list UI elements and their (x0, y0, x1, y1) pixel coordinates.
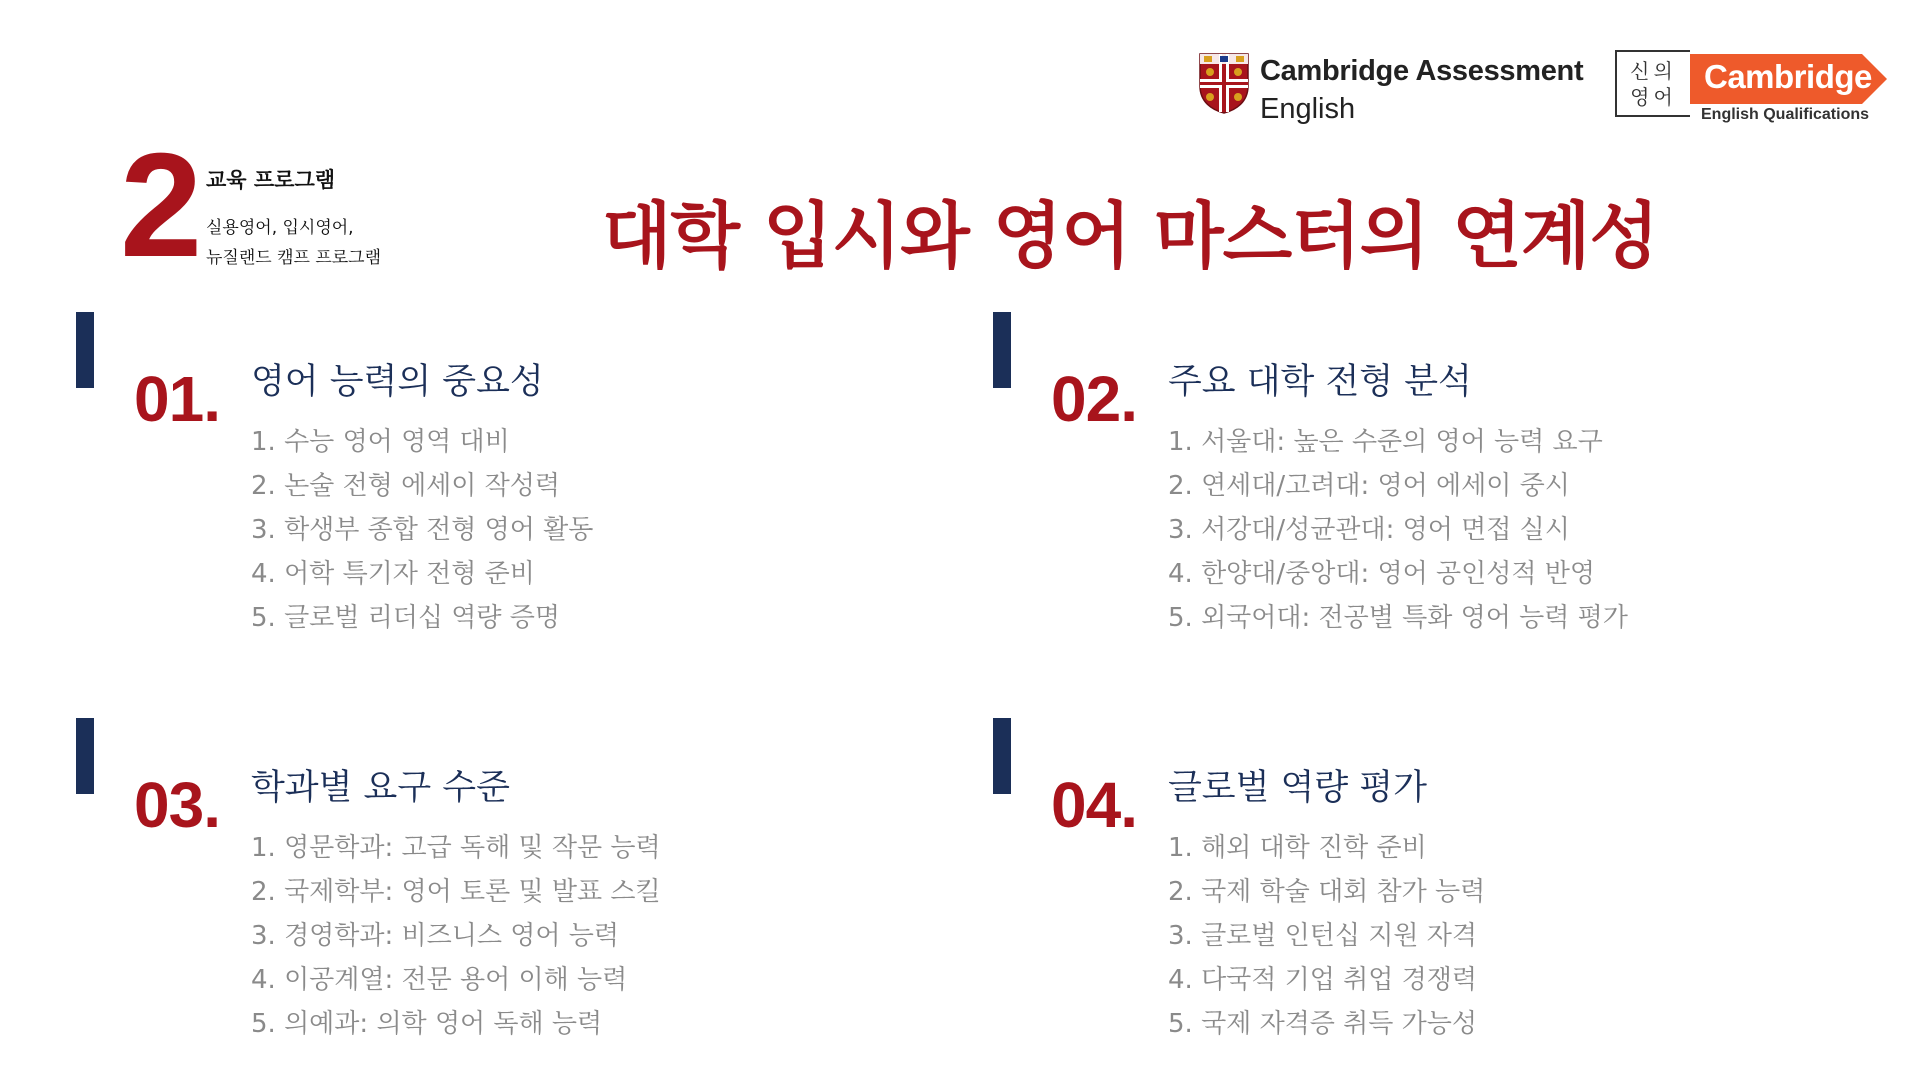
block-number: 02. (1051, 363, 1137, 435)
sinui-box-line2: 영어 (1630, 85, 1677, 109)
block-accent-bar (76, 718, 94, 794)
section-subtitle-line2: 뉴질랜드 캠프 프로그램 (206, 248, 382, 268)
list-item: 2. 국제 학술 대회 참가 능력 (1168, 877, 1486, 907)
block-heading: 학과별 요구 수준 (251, 768, 510, 808)
block-number: 03. (134, 769, 220, 841)
cambridge-assessment-line1: Cambridge Assessment (1260, 55, 1584, 87)
list-item: 1. 해외 대학 진학 준비 (1168, 833, 1427, 863)
list-item: 4. 이공계열: 전문 용어 이해 능력 (251, 965, 628, 995)
section-title: 교육 프로그램 (206, 168, 336, 192)
block-heading: 영어 능력의 중요성 (251, 362, 544, 402)
block-heading: 주요 대학 전형 분석 (1168, 362, 1472, 402)
cambridge-tag (1690, 54, 1887, 104)
english-qualifications-tagline: English Qualifications (1701, 106, 1870, 123)
list-item: 3. 서강대/성균관대: 영어 면접 실시 (1168, 515, 1570, 545)
cambridge-assessment-logo (1198, 52, 1583, 128)
block-01 (76, 312, 776, 642)
block-item-list (1168, 420, 1628, 640)
list-item: 5. 외국어대: 전공별 특화 영어 능력 평가 (1168, 603, 1628, 633)
list-item: 3. 학생부 종합 전형 영어 활동 (251, 515, 594, 545)
sinui-box (1615, 50, 1690, 117)
list-item: 5. 글로벌 리더십 역량 증명 (251, 603, 561, 633)
block-accent-bar (993, 312, 1011, 388)
sinui-cambridge-logo (1615, 50, 1887, 122)
block-item-list (251, 826, 661, 1046)
page-title: 대학 입시와 영어 마스터의 연계성 (602, 194, 1658, 278)
block-04 (993, 718, 1693, 1048)
list-item: 4. 다국적 기업 취업 경쟁력 (1168, 965, 1478, 995)
section-subtitle-line1: 실용영어, 입시영어, (206, 218, 354, 238)
block-accent-bar (993, 718, 1011, 794)
list-item: 3. 경영학과: 비즈니스 영어 능력 (251, 921, 620, 951)
block-heading: 글로벌 역량 평가 (1168, 768, 1427, 808)
block-item-list (251, 420, 593, 640)
cambridge-brand: Cambridge (1704, 58, 1872, 95)
list-item: 4. 어학 특기자 전형 준비 (251, 559, 535, 589)
block-number: 01. (134, 363, 220, 435)
block-03 (76, 718, 776, 1048)
list-item: 2. 연세대/고려대: 영어 에세이 중시 (1168, 471, 1570, 501)
list-item: 1. 수능 영어 영역 대비 (251, 427, 510, 457)
list-item: 5. 의예과: 의학 영어 독해 능력 (251, 1009, 603, 1039)
block-number: 04. (1051, 769, 1137, 841)
block-accent-bar (76, 312, 94, 388)
block-item-list (1168, 826, 1485, 1046)
list-item: 2. 논술 전형 에세이 작성력 (251, 471, 561, 501)
list-item: 4. 한양대/중앙대: 영어 공인성적 반영 (1168, 559, 1596, 589)
section-number: 2 (120, 123, 199, 288)
block-02 (993, 312, 1693, 642)
list-item: 2. 국제학부: 영어 토론 및 발표 스킬 (251, 877, 661, 907)
list-item: 1. 영문학과: 고급 독해 및 작문 능력 (251, 833, 661, 863)
section-subtitle (206, 213, 381, 273)
cambridge-crest-icon (1198, 52, 1250, 114)
cambridge-assessment-line2: English (1260, 93, 1356, 125)
list-item: 3. 글로벌 인턴십 지원 자격 (1168, 921, 1478, 951)
list-item: 5. 국제 자격증 취득 가능성 (1168, 1009, 1478, 1039)
list-item: 1. 서울대: 높은 수준의 영어 능력 요구 (1168, 427, 1603, 457)
sinui-box-line1: 신의 (1630, 59, 1677, 83)
